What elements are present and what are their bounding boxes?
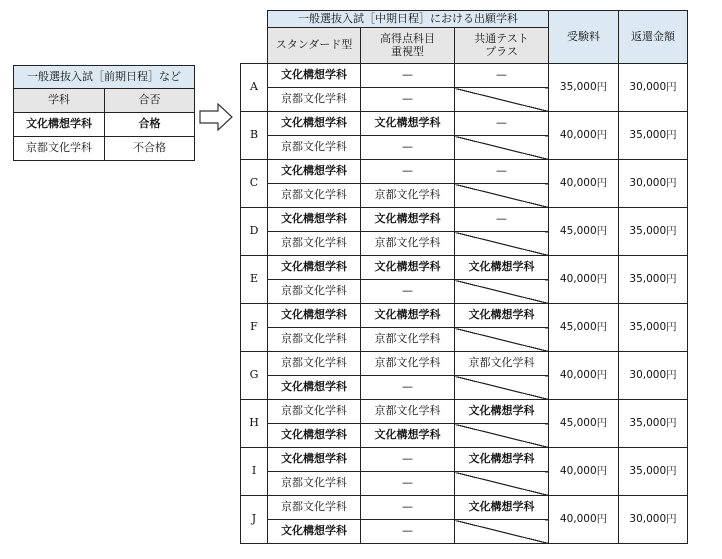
table-row xyxy=(241,304,688,328)
pattern-label: E xyxy=(241,256,268,304)
standard-type-cell: 文化構想学科 xyxy=(268,520,361,544)
table-row xyxy=(241,64,688,88)
refund-cell: 35,000円 xyxy=(619,304,688,352)
standard-type-cell: 文化構想学科 xyxy=(268,304,361,328)
standard-type-cell: 京都文化学科 xyxy=(268,328,361,352)
header-fee: 受験料 xyxy=(549,11,619,64)
header-high-score-line1: 高得点科目 xyxy=(380,31,435,45)
high-score-type-cell: 文化構想学科 xyxy=(361,304,455,328)
refund-cell: 30,000円 xyxy=(619,352,688,400)
high-score-type-cell: 京都文化学科 xyxy=(361,184,455,208)
high-score-type-cell: — xyxy=(361,64,455,88)
not-applicable-cell xyxy=(455,184,549,208)
standard-type-cell: 京都文化学科 xyxy=(268,184,361,208)
standard-type-cell: 京都文化学科 xyxy=(268,496,361,520)
fee-cell: 45,000円 xyxy=(549,208,619,256)
high-score-type-cell: 京都文化学科 xyxy=(361,352,455,376)
header-standard-type: スタンダード型 xyxy=(268,28,361,64)
fee-cell: 40,000円 xyxy=(549,256,619,304)
kyotsu-plus-cell: — xyxy=(455,112,549,136)
standard-type-cell: 文化構想学科 xyxy=(268,256,361,280)
pattern-label: B xyxy=(241,112,268,160)
not-applicable-cell xyxy=(455,520,549,544)
table-row xyxy=(241,208,688,232)
header-kyotsu-plus-type xyxy=(455,28,549,64)
not-applicable-cell xyxy=(455,328,549,352)
fee-cell: 35,000円 xyxy=(549,64,619,112)
header-high-score-line2: 重視型 xyxy=(391,44,424,58)
standard-type-cell: 京都文化学科 xyxy=(268,88,361,112)
high-score-type-cell: — xyxy=(361,280,455,304)
department-cell: 文化構想学科 xyxy=(14,113,105,137)
standard-type-cell: 文化構想学科 xyxy=(268,208,361,232)
pattern-label: G xyxy=(241,352,268,400)
refund-cell: 30,000円 xyxy=(619,64,688,112)
fee-cell: 40,000円 xyxy=(549,112,619,160)
standard-type-cell: 文化構想学科 xyxy=(268,64,361,88)
not-applicable-cell xyxy=(455,472,549,496)
high-score-type-cell: — xyxy=(361,376,455,400)
high-score-type-cell: — xyxy=(361,472,455,496)
not-applicable-cell xyxy=(455,88,549,112)
high-score-type-cell: 京都文化学科 xyxy=(361,232,455,256)
standard-type-cell: 文化構想学科 xyxy=(268,424,361,448)
standard-type-cell: 京都文化学科 xyxy=(268,280,361,304)
high-score-type-cell: 京都文化学科 xyxy=(361,400,455,424)
table-row xyxy=(241,400,688,424)
mid-exam-application-table xyxy=(240,10,688,544)
refund-cell: 35,000円 xyxy=(619,400,688,448)
high-score-type-cell: 京都文化学科 xyxy=(361,328,455,352)
pattern-label: D xyxy=(241,208,268,256)
pattern-label: H xyxy=(241,400,268,448)
pattern-label: A xyxy=(241,64,268,112)
refund-cell: 35,000円 xyxy=(619,256,688,304)
kyotsu-plus-cell: — xyxy=(455,208,549,232)
table-row xyxy=(241,352,688,376)
fee-cell: 40,000円 xyxy=(549,448,619,496)
standard-type-cell: 京都文化学科 xyxy=(268,400,361,424)
kyotsu-plus-cell: 文化構想学科 xyxy=(455,400,549,424)
standard-type-cell: 京都文化学科 xyxy=(268,472,361,496)
result-cell: 合格 xyxy=(105,113,195,137)
group-header: 一般選抜入試［中期日程］における出願学科 xyxy=(268,11,549,28)
high-score-type-cell: — xyxy=(361,496,455,520)
fee-cell: 40,000円 xyxy=(549,496,619,544)
header-department: 学科 xyxy=(14,89,105,113)
kyotsu-plus-cell: 文化構想学科 xyxy=(455,496,549,520)
header-refund: 返還金額 xyxy=(619,11,688,64)
refund-cell: 35,000円 xyxy=(619,448,688,496)
refund-cell: 35,000円 xyxy=(619,208,688,256)
not-applicable-cell xyxy=(455,136,549,160)
standard-type-cell: 文化構想学科 xyxy=(268,448,361,472)
header-high-score-type xyxy=(361,28,455,64)
left-table-title: 一般選抜入試［前期日程］など xyxy=(14,66,195,89)
not-applicable-cell xyxy=(455,280,549,304)
kyotsu-plus-cell: — xyxy=(455,160,549,184)
pattern-label: I xyxy=(241,448,268,496)
refund-cell: 30,000円 xyxy=(619,496,688,544)
high-score-type-cell: — xyxy=(361,520,455,544)
standard-type-cell: 京都文化学科 xyxy=(268,136,361,160)
front-exam-results-table xyxy=(13,65,195,161)
table-row xyxy=(241,112,688,136)
header-result: 合否 xyxy=(105,89,195,113)
header-kyotsu-line1: 共通テスト xyxy=(474,31,529,45)
standard-type-cell: 文化構想学科 xyxy=(268,376,361,400)
high-score-type-cell: — xyxy=(361,160,455,184)
right-arrow-icon xyxy=(199,103,233,131)
kyotsu-plus-cell: 京都文化学科 xyxy=(455,352,549,376)
fee-cell: 45,000円 xyxy=(549,304,619,352)
standard-type-cell: 文化構想学科 xyxy=(268,112,361,136)
standard-type-cell: 京都文化学科 xyxy=(268,352,361,376)
not-applicable-cell xyxy=(455,424,549,448)
standard-type-cell: 京都文化学科 xyxy=(268,232,361,256)
department-cell: 京都文化学科 xyxy=(14,137,105,161)
table-row xyxy=(14,113,195,137)
table-row xyxy=(14,137,195,161)
refund-cell: 30,000円 xyxy=(619,160,688,208)
fee-cell: 40,000円 xyxy=(549,160,619,208)
kyotsu-plus-cell: — xyxy=(455,64,549,88)
pattern-label: F xyxy=(241,304,268,352)
fee-cell: 45,000円 xyxy=(549,400,619,448)
high-score-type-cell: — xyxy=(361,448,455,472)
refund-cell: 35,000円 xyxy=(619,112,688,160)
high-score-type-cell: 文化構想学科 xyxy=(361,208,455,232)
kyotsu-plus-cell: 文化構想学科 xyxy=(455,256,549,280)
high-score-type-cell: — xyxy=(361,136,455,160)
high-score-type-cell: — xyxy=(361,88,455,112)
standard-type-cell: 文化構想学科 xyxy=(268,160,361,184)
header-kyotsu-line2: プラス xyxy=(485,44,518,58)
kyotsu-plus-cell: 文化構想学科 xyxy=(455,448,549,472)
table-row xyxy=(241,496,688,520)
pattern-label: C xyxy=(241,160,268,208)
fee-cell: 40,000円 xyxy=(549,352,619,400)
table-row xyxy=(241,256,688,280)
pattern-label: J xyxy=(241,496,268,544)
high-score-type-cell: 文化構想学科 xyxy=(361,256,455,280)
kyotsu-plus-cell: 文化構想学科 xyxy=(455,304,549,328)
not-applicable-cell xyxy=(455,232,549,256)
table-row xyxy=(241,448,688,472)
not-applicable-cell xyxy=(455,376,549,400)
high-score-type-cell: 文化構想学科 xyxy=(361,424,455,448)
result-cell: 不合格 xyxy=(105,137,195,161)
table-row xyxy=(241,160,688,184)
high-score-type-cell: 文化構想学科 xyxy=(361,112,455,136)
